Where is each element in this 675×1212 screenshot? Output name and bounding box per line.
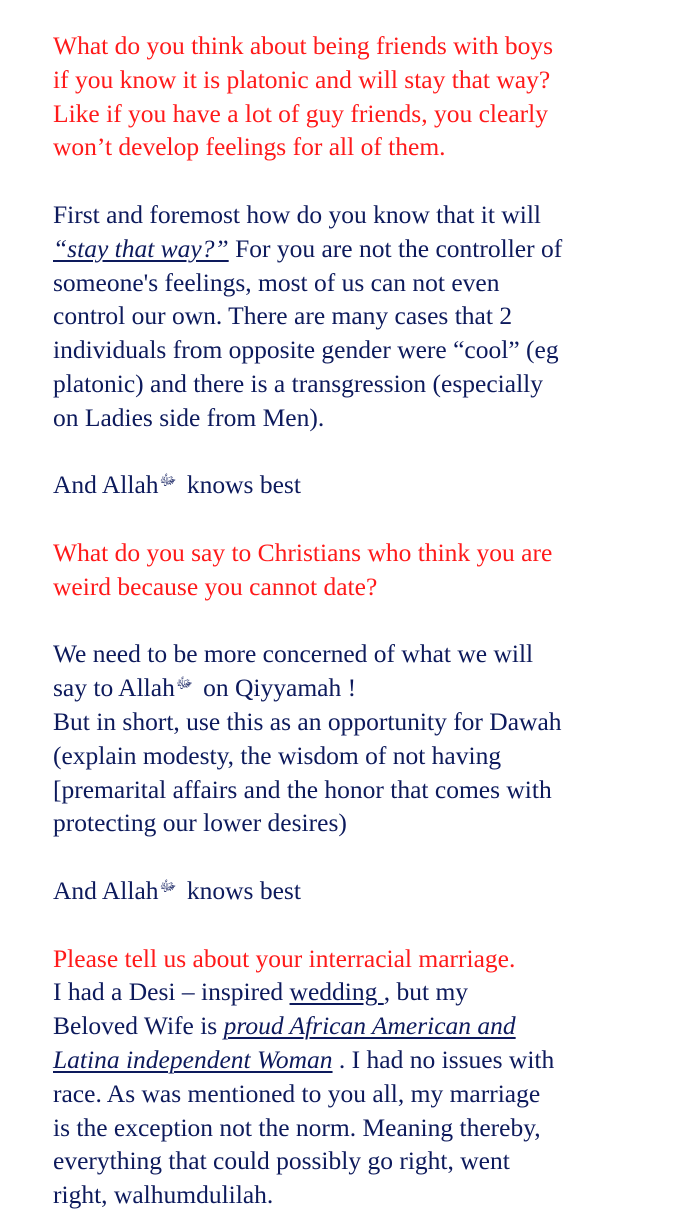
honorific-glyph: ﷻ [175,674,193,693]
answer-3-line-1 [53,975,653,1009]
question-2-line-2: weird because you cannot date? [53,571,378,601]
honorific-glyph: ﷻ [159,471,177,490]
question-2-line-1: What do you say to Christians who think you are [53,537,553,567]
answer-3-emphasis-1: proud African American and [223,1011,516,1041]
answer-1-line-2 [53,232,653,266]
closing-2-pre: And Allah [53,875,159,905]
spacer [53,435,653,469]
answer-1-line-6: platonic) and there is a transgression (especially [53,368,543,398]
spacer [53,502,653,536]
qa-document [53,29,653,1212]
question-1-line-2: if you know it is platonic and will stay that way? [53,64,551,94]
answer-2-line-2-post: on Qiyyamah ! [196,673,357,703]
answer-1-line-3: someone's feelings, most of us can not even [53,267,500,297]
answer-3-line-5: is the exception not the norm. Meaning thereby, [53,1112,541,1142]
answer-3-line-1-pre: I had a Desi – inspired [53,977,290,1007]
answer-1-line-2-rest: For you are not the controller of [228,233,563,263]
answer-3-line-6: everything that could possibly go right, went [53,1146,510,1176]
spacer [53,908,653,942]
answer-2-line-4: (explain modesty, the wisdom of not having [53,740,502,770]
spacer [53,840,653,874]
closing-1-pre: And Allah [53,470,159,500]
closing-2 [53,874,653,908]
closing-1-post: knows best [186,470,301,500]
answer-1-emphasis: “stay that way?” [53,233,229,263]
answer-1-line-1: First and foremost how do you know that it will [53,199,542,229]
answer-2-line-2-pre: say to Allah [53,673,175,703]
wedding-link[interactable]: wedding [289,977,384,1007]
answer-3-line-2-pre: Beloved Wife is [53,1011,224,1041]
spacer [53,604,653,638]
answer-3-line-3-post: . I had no issues with [332,1044,555,1074]
question-3: Please tell us about your interracial marriage. [53,943,516,973]
answer-3-line-1-post: , but my [383,977,469,1007]
answer-2-line-6: protecting our lower desires) [53,808,347,838]
answer-2-line-3: But in short, use this as an opportunity for Dawah [53,706,562,736]
honorific-glyph: ﷻ [159,876,177,895]
answer-2-line-1: We need to be more concerned of what we will [53,639,534,669]
answer-1-line-5: individuals from opposite gender were “cool” (eg [53,335,559,365]
closing-2-post: knows best [186,875,301,905]
answer-3-line-4: race. As was mentioned to you all, my marriage [53,1078,541,1108]
answer-2-line-5: [premarital affairs and the honor that comes with [53,774,552,804]
question-1-line-1: What do you think about being friends with boys [53,31,554,60]
answer-3-emphasis-2: Latina independent Woman [53,1044,333,1074]
answer-1-line-4: control our own. There are many cases that 2 [53,301,513,331]
answer-3-line-7: right, walhumdulilah. [53,1180,274,1210]
answer-3-line-2 [53,1009,653,1043]
spacer [53,164,653,198]
answer-1-line-7: on Ladies side from Men). [53,402,325,432]
closing-1 [53,468,653,502]
answer-3-line-3 [53,1043,653,1077]
question-1-line-4: won’t develop feelings for all of them. [53,132,446,162]
question-1-line-3: Like if you have a lot of guy friends, you clearly [53,98,548,128]
answer-2-line-2 [53,671,653,705]
